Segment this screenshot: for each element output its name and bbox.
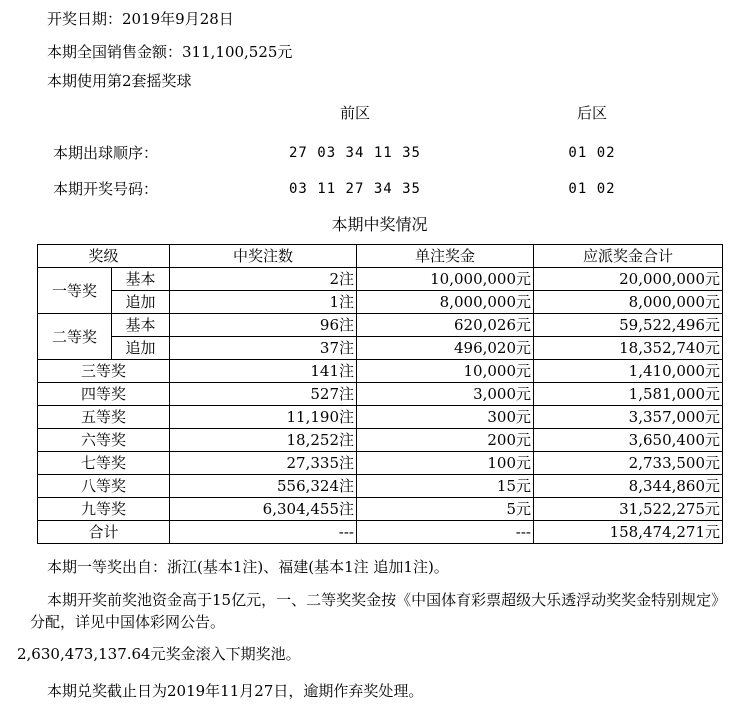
- table-row: [38, 406, 723, 429]
- header-total: 应派奖金合计: [534, 245, 723, 268]
- ball-set: 本期使用第2套摇奖球: [47, 72, 192, 90]
- tier1-extra-sub: 追加: [112, 291, 170, 314]
- sum-prize-cell: ---: [357, 521, 534, 544]
- level-cell: 六等奖: [38, 429, 170, 452]
- tier1-extra-count: 1注: [170, 291, 357, 314]
- prize-table-title: 本期中奖情况: [331, 215, 428, 234]
- tier2-basic-prize: 620,026元: [357, 314, 534, 337]
- count-cell: 527注: [170, 383, 357, 406]
- level-cell: 三等奖: [38, 360, 170, 383]
- table-row: [38, 452, 723, 475]
- result-back-numbers: 01 02: [568, 181, 616, 197]
- tier2-extra-total: 18,352,740元: [534, 337, 723, 360]
- prize-cell: 100元: [357, 452, 534, 475]
- count-cell: 141注: [170, 360, 357, 383]
- table-row-sum: [38, 521, 723, 544]
- tier1-extra-prize: 8,000,000元: [357, 291, 534, 314]
- total-cell: 31,522,275元: [534, 498, 723, 521]
- table-row: [38, 337, 723, 360]
- table-row: [38, 360, 723, 383]
- level-cell: 九等奖: [38, 498, 170, 521]
- sum-total-cell: 158,474,271元: [534, 521, 723, 544]
- order-front-numbers: 27 03 34 11 35: [288, 145, 421, 161]
- tier2-extra-count: 37注: [170, 337, 357, 360]
- count-cell: 556,324注: [170, 475, 357, 498]
- level-cell: 四等奖: [38, 383, 170, 406]
- table-row: [38, 498, 723, 521]
- tier2-basic-sub: 基本: [112, 314, 170, 337]
- table-row: [38, 314, 723, 337]
- deadline-note: 本期兑奖截止日为2019年11月27日，逾期作弃奖处理。: [47, 682, 424, 700]
- sum-level-cell: 合计: [38, 521, 170, 544]
- table-row: [38, 268, 723, 291]
- result-label: 本期开奖号码：: [53, 180, 159, 198]
- tier1-basic-sub: 基本: [112, 268, 170, 291]
- tier1-label: 一等奖: [38, 268, 112, 314]
- tier2-basic-total: 59,522,496元: [534, 314, 723, 337]
- order-label: 本期出球顺序：: [53, 144, 159, 162]
- total-cell: 1,581,000元: [534, 383, 723, 406]
- tier2-extra-prize: 496,020元: [357, 337, 534, 360]
- header-prize: 单注奖金: [357, 245, 534, 268]
- tier1-basic-total: 20,000,000元: [534, 268, 723, 291]
- winner-origin-note: 本期一等奖出自：浙江(基本1注)、福建(基本1注 追加1注)。: [47, 558, 449, 576]
- total-cell: 2,733,500元: [534, 452, 723, 475]
- tier1-basic-count: 2注: [170, 268, 357, 291]
- total-cell: 3,650,400元: [534, 429, 723, 452]
- table-row: [38, 291, 723, 314]
- back-zone-label: 后区: [576, 104, 607, 122]
- sales-amount: 本期全国销售金额：311,100,525元: [47, 43, 293, 61]
- tier2-extra-sub: 追加: [112, 337, 170, 360]
- tier1-basic-prize: 10,000,000元: [357, 268, 534, 291]
- table-row: [38, 429, 723, 452]
- prize-cell: 15元: [357, 475, 534, 498]
- sum-count-cell: ---: [170, 521, 357, 544]
- count-cell: 11,190注: [170, 406, 357, 429]
- level-cell: 八等奖: [38, 475, 170, 498]
- prize-cell: 200元: [357, 429, 534, 452]
- order-back-numbers: 01 02: [568, 145, 616, 161]
- result-front-numbers: 03 11 27 34 35: [288, 181, 421, 197]
- rollover-note: 2,630,473,137.64元奖金滚入下期奖池。: [17, 645, 301, 663]
- prize-cell: 5元: [357, 498, 534, 521]
- level-cell: 七等奖: [38, 452, 170, 475]
- count-cell: 18,252注: [170, 429, 357, 452]
- tier2-label: 二等奖: [38, 314, 112, 360]
- tier1-extra-total: 8,000,000元: [534, 291, 723, 314]
- prize-table: [37, 244, 723, 544]
- count-cell: 27,335注: [170, 452, 357, 475]
- total-cell: 1,410,000元: [534, 360, 723, 383]
- total-cell: 8,344,860元: [534, 475, 723, 498]
- count-cell: 6,304,455注: [170, 498, 357, 521]
- table-row: [38, 383, 723, 406]
- table-header-row: [38, 245, 723, 268]
- tier2-basic-count: 96注: [170, 314, 357, 337]
- front-zone-label: 前区: [339, 104, 370, 122]
- prize-cell: 300元: [357, 406, 534, 429]
- header-count: 中奖注数: [170, 245, 357, 268]
- prize-cell: 3,000元: [357, 383, 534, 406]
- table-row: [38, 475, 723, 498]
- prize-cell: 10,000元: [357, 360, 534, 383]
- level-cell: 五等奖: [38, 406, 170, 429]
- pool-note: 本期开奖前奖池资金高于15亿元，一、二等奖奖金按《中国体育彩票超级大乐透浮动奖奖金特别规定》分配，详见中国体彩网公告。: [30, 591, 719, 631]
- draw-date: 开奖日期：2019年9月28日: [47, 10, 234, 28]
- header-level: 奖级: [38, 245, 170, 268]
- total-cell: 3,357,000元: [534, 406, 723, 429]
